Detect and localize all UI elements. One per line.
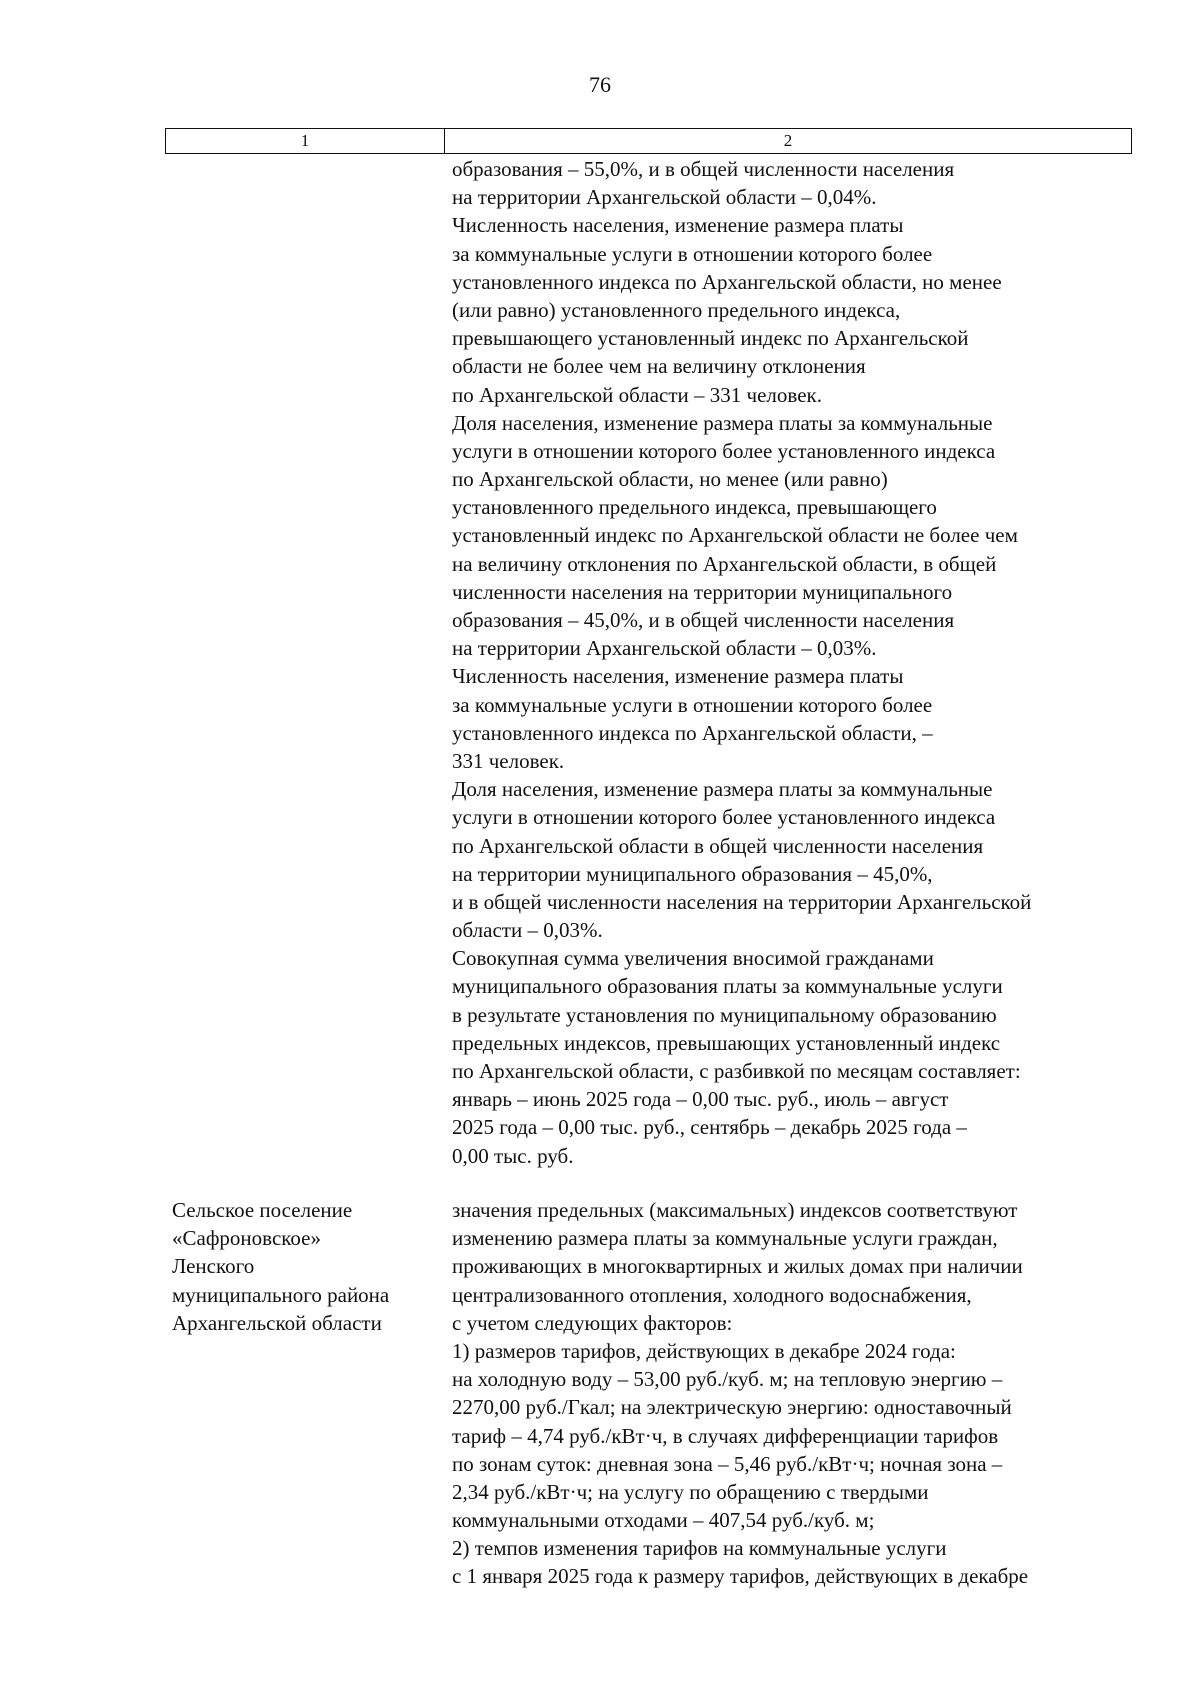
text-line: с 1 января 2025 года к размеру тарифов, действующих в декабре	[452, 1564, 1029, 1589]
text-line: предельных индексов, превышающих установленный индекс	[452, 1030, 1001, 1055]
text-line: по Архангельской области, но менее (или равно)	[452, 467, 888, 492]
text-line: в результате установления по муниципальному образованию	[452, 1002, 997, 1027]
text-line: коммунальными отходами – 407,54 руб./куб. м;	[452, 1508, 875, 1533]
text-line: Численность населения, изменение размера платы	[452, 213, 904, 238]
text-line: по Архангельской области – 331 человек.	[452, 382, 822, 407]
text-line: численности населения на территории муниципального	[452, 579, 953, 604]
text-line: (или равно) установленного предельного индекса,	[452, 297, 901, 322]
text-line: 2,34 руб./кВт·ч; на услугу по обращению с твердыми	[452, 1479, 929, 1504]
text-line: Ленского	[172, 1254, 255, 1279]
text-line: установленного предельного индекса, превышающего	[452, 495, 937, 520]
text-line: превышающего установленный индекс по Архангельской	[452, 326, 969, 351]
text-line: установленного индекса по Архангельской области, но менее	[452, 269, 1002, 294]
text-line: с учетом следующих факторов:	[452, 1310, 733, 1335]
text-line: за коммунальные услуги в отношении которого более	[452, 241, 933, 266]
page-number: 76	[589, 72, 611, 97]
text-line: на холодную воду – 53,00 руб./куб. м; на тепловую энергию –	[452, 1367, 1003, 1392]
text-line: Численность населения, изменение размера платы	[452, 664, 904, 689]
text-line: и в общей численности населения на территории Архангельской	[452, 889, 1032, 914]
text-line: Доля населения, изменение размера платы за коммунальные	[452, 777, 993, 802]
text-line: муниципального образования платы за коммунальные услуги	[452, 974, 1003, 999]
text-line: по зонам суток: дневная зона – 5,46 руб./кВт·ч; ночная зона –	[452, 1451, 1003, 1476]
text-line: 2270,00 руб./Гкал; на электрическую энергию: одноставочный	[452, 1395, 1012, 1420]
text-line: образования – 45,0%, и в общей численности населения	[452, 608, 955, 632]
text-line: установленный индекс по Архангельской области не более чем	[452, 523, 1018, 548]
text-line: области не более чем на величину отклонения	[452, 354, 866, 379]
text-line: за коммунальные услуги в отношении которого более	[452, 692, 933, 717]
text-line: 2) темпов изменения тарифов на коммунальные услуги	[452, 1536, 947, 1561]
text-line: Архангельской области	[172, 1310, 382, 1335]
text-line: изменению размера платы за коммунальные услуги граждан,	[452, 1226, 998, 1251]
text-line: проживающих в многоквартирных и жилых домах при наличии	[452, 1254, 1023, 1279]
text-line: значения предельных (максимальных) индексов соответствуют	[452, 1198, 1018, 1222]
text-line: 1) размеров тарифов, действующих в декабре 2024 года:	[452, 1338, 956, 1363]
text-line: услуги в отношении которого более установленного индекса	[452, 438, 996, 463]
text-line: по Архангельской области в общей численности населения	[452, 833, 984, 858]
text-line: на территории Архангельской области – 0,04%.	[452, 185, 877, 210]
table-header-row	[165, 128, 1132, 154]
text-line: на территории муниципального образования – 45,0%,	[452, 861, 933, 886]
text-line: Сельское поселение	[172, 1198, 353, 1222]
text-line: 331 человек.	[452, 748, 565, 773]
text-line: образования – 55,0%, и в общей численности населения	[452, 157, 955, 181]
text-line: «Сафроновское»	[172, 1226, 321, 1251]
table-header-col-1: 1	[166, 129, 445, 153]
text-line: на территории Архангельской области – 0,03%.	[452, 636, 877, 661]
text-line: установленного индекса по Архангельской области, –	[452, 720, 933, 745]
text-line: Доля населения, изменение размера платы за коммунальные	[452, 410, 993, 435]
text-line: тариф – 4,74 руб./кВт·ч, в случаях дифференциации тарифов	[452, 1423, 999, 1448]
municipality-name-cell	[172, 1196, 389, 1337]
text-line: области – 0,03%.	[452, 918, 603, 943]
text-line: услуги в отношении которого более установленного индекса	[452, 805, 996, 830]
table-header-col-2: 2	[783, 131, 793, 150]
text-line: 2025 года – 0,00 тыс. руб., сентябрь – декабрь 2025 года –	[452, 1115, 967, 1140]
municipality-description-cell	[452, 1196, 1028, 1591]
text-line: по Архангельской области, с разбивкой по месяцам составляет:	[452, 1059, 1021, 1083]
continued-row-description	[452, 155, 1031, 1170]
text-line: Совокупная сумма увеличения вносимой гражданами	[452, 946, 934, 971]
text-line: январь – июнь 2025 года – 0,00 тыс. руб., июль – август	[452, 1087, 949, 1112]
text-line: 0,00 тыс. руб.	[452, 1143, 574, 1168]
text-line: централизованного отопления, холодного водоснабжения,	[452, 1282, 972, 1307]
text-line: на величину отклонения по Архангельской области, в общей	[452, 551, 997, 576]
text-line: муниципального района	[172, 1282, 390, 1307]
